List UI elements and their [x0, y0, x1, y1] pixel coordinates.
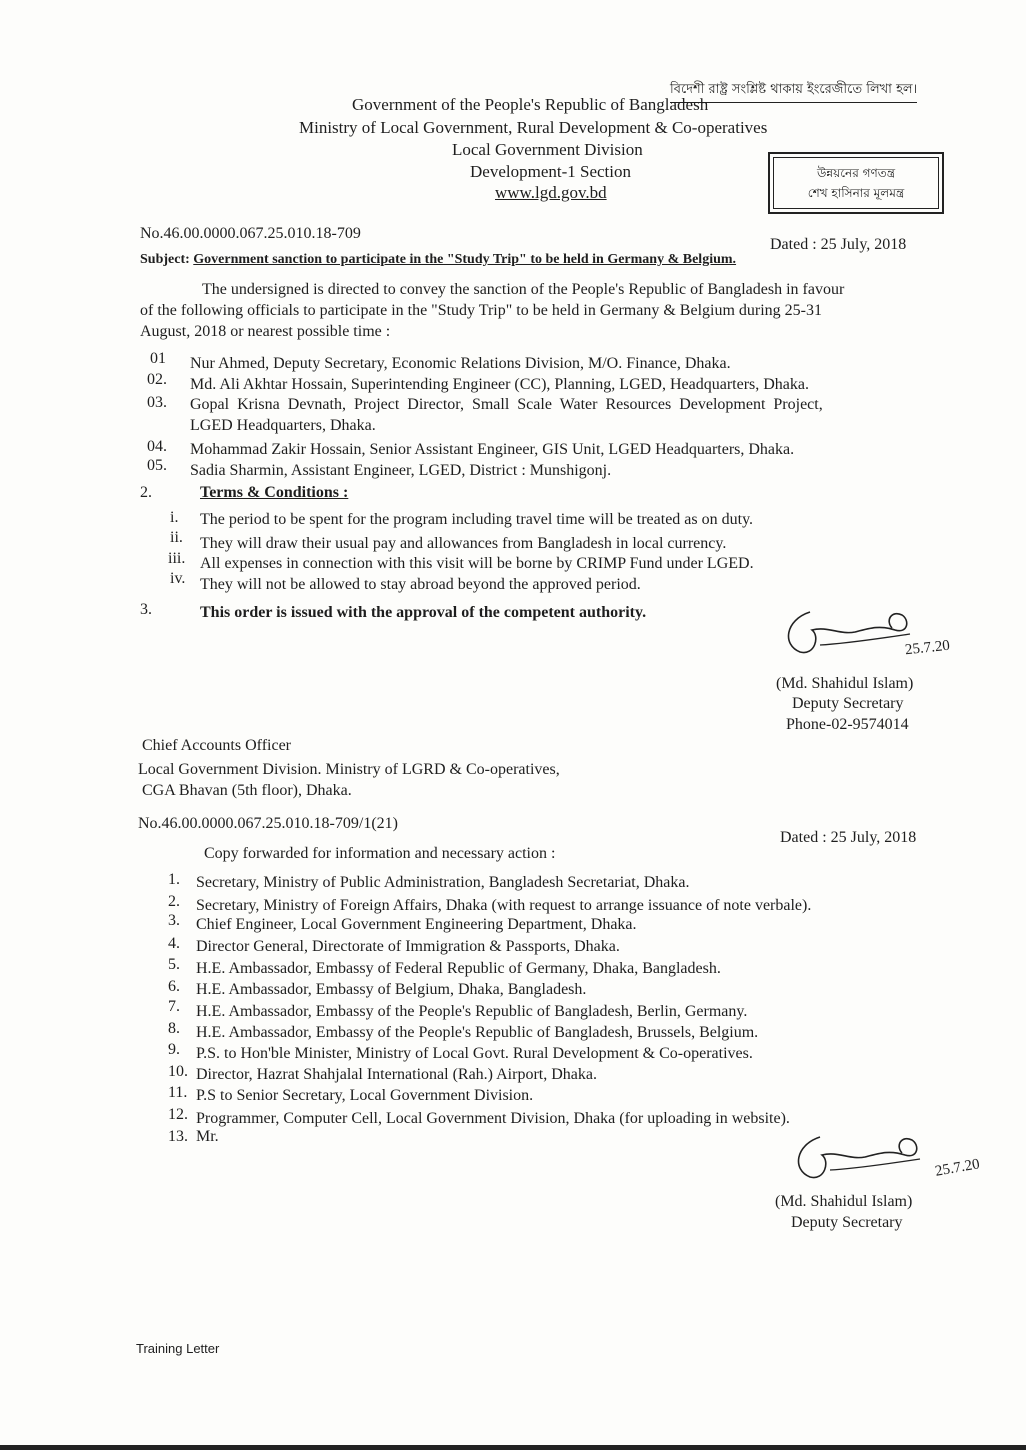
- term-text: They will draw their usual pay and allowances from Bangladesh in local currency.: [200, 535, 727, 552]
- copy-item-num: 3.: [168, 912, 180, 929]
- copy-item-num: 10.: [168, 1063, 188, 1080]
- body-paragraph-line-2: of the following officials to participate in the "Study Trip" to be held in Germany & Belgium during 25-31: [140, 302, 823, 319]
- memo-number: No.46.00.0000.067.25.010.18-709: [140, 225, 361, 242]
- terms-number: 2.: [140, 484, 152, 501]
- copy-item-text: Chief Engineer, Local Government Engineering Department, Dhaka.: [196, 916, 637, 933]
- copy-item-num: 4.: [168, 935, 180, 952]
- approval-number: 3.: [140, 601, 152, 618]
- header-website-link[interactable]: www.lgd.gov.bd: [495, 183, 607, 202]
- terms-heading: Terms & Conditions :: [200, 484, 349, 501]
- term-num: ii.: [170, 529, 183, 546]
- header-government: Government of the People's Republic of Bangladesh: [352, 95, 709, 114]
- official-num: 03.: [147, 394, 167, 411]
- copy-item-text: H.E. Ambassador, Embassy of the People's Republic of Bangladesh, Berlin, Germany.: [196, 1003, 748, 1020]
- body-paragraph-line-1: The undersigned is directed to convey the sanction of the People's Republic of Bangladesh in favour: [202, 281, 845, 298]
- copy-memo-date: Dated : 25 July, 2018: [780, 829, 917, 846]
- signature-1-phone: Phone-02-9574014: [786, 716, 909, 733]
- copy-intro: Copy forwarded for information and necessary action :: [204, 845, 556, 862]
- signature-1-designation: Deputy Secretary: [792, 695, 904, 712]
- copy-item-text: Secretary, Ministry of Foreign Affairs, Dhaka (with request to arrange issuance of note verbale).: [196, 897, 812, 914]
- copy-item-text: Mr.: [196, 1128, 219, 1145]
- term-text: They will not be allowed to stay abroad beyond the approved period.: [200, 576, 641, 593]
- stamp-line-2: শেখ হাসিনার মূলমন্ত্র: [807, 186, 905, 200]
- term-text: All expenses in connection with this visit will be borne by CRIMP Fund under LGED.: [200, 555, 754, 572]
- header-section: Development-1 Section: [470, 162, 631, 181]
- copy-item-text: P.S. to Hon'ble Minister, Ministry of Local Govt. Rural Development & Co-operatives.: [196, 1045, 753, 1062]
- signature-1-image: [780, 590, 980, 670]
- signature-2-name: (Md. Shahidul Islam): [775, 1193, 913, 1210]
- copy-item-num: 12.: [168, 1106, 188, 1123]
- copy-item-text: H.E. Ambassador, Embassy of Belgium, Dhaka, Bangladesh.: [196, 981, 587, 998]
- term-num: iii.: [168, 550, 186, 567]
- copy-item-num: 8.: [168, 1020, 180, 1037]
- copy-item-text: P.S to Senior Secretary, Local Government Division.: [196, 1087, 534, 1104]
- official-text: Nur Ahmed, Deputy Secretary, Economic Relations Division, M/O. Finance, Dhaka.: [190, 355, 731, 372]
- copy-item-num: 1.: [168, 871, 180, 888]
- official-text: Md. Ali Akhtar Hossain, Superintending Engineer (CC), Planning, LGED, Headquarters, Dhaka.: [190, 376, 809, 393]
- copy-item-num: 2.: [168, 893, 180, 910]
- copy-item-num: 11.: [168, 1084, 188, 1101]
- copy-item-num: 13.: [168, 1128, 188, 1145]
- official-text: Mohammad Zakir Hossain, Senior Assistant Engineer, GIS Unit, LGED Headquarters, Dhaka.: [190, 441, 795, 458]
- copy-item-num: 6.: [168, 978, 180, 995]
- copy-item-num: 9.: [168, 1041, 180, 1058]
- signature-1-name: (Md. Shahidul Islam): [776, 675, 914, 692]
- official-text: Gopal Krisna Devnath, Project Director, Small Scale Water Resources Development Project,: [190, 396, 823, 413]
- body-paragraph-line-3: August, 2018 or nearest possible time :: [140, 323, 391, 340]
- copy-item-num: 5.: [168, 956, 180, 973]
- bottom-edge: [0, 1445, 1026, 1450]
- copy-item-num: 7.: [168, 998, 180, 1015]
- official-text: Sadia Sharmin, Assistant Engineer, LGED, District : Munshigonj.: [190, 462, 612, 479]
- official-num: 01: [150, 350, 166, 367]
- subject-line: [140, 252, 736, 268]
- copy-item-text: Director General, Directorate of Immigration & Passports, Dhaka.: [196, 938, 620, 955]
- approval-text: This order is issued with the approval of the competent authority.: [200, 604, 647, 621]
- signature-1-date: 25.7.20: [904, 637, 951, 659]
- recipient-office: Local Government Division. Ministry of LGRD & Co-operatives,: [138, 761, 560, 778]
- signature-2-designation: Deputy Secretary: [791, 1214, 903, 1231]
- signature-2-date: 25.7.20: [933, 1156, 981, 1180]
- official-num: 05.: [147, 457, 167, 474]
- slogan-stamp: [768, 152, 944, 214]
- recipient-title: Chief Accounts Officer: [142, 737, 291, 754]
- recipient-address: CGA Bhavan (5th floor), Dhaka.: [142, 782, 352, 799]
- official-num: 02.: [147, 371, 167, 388]
- top-note: বিদেশী রাষ্ট্র সংশ্লিষ্ট থাকায় ইংরেজীতে লিখা হল।: [670, 80, 917, 103]
- signature-2-image: [790, 1115, 990, 1195]
- copy-item-text: Programmer, Computer Cell, Local Government Division, Dhaka (for uploading in website).: [196, 1110, 790, 1127]
- subject-text: Government sanction to participate in the "Study Trip" to be held in Germany & Belgium.: [193, 252, 737, 267]
- copy-item-text: H.E. Ambassador, Embassy of Federal Republic of Germany, Dhaka, Bangladesh.: [196, 960, 721, 977]
- copy-memo-number: No.46.00.0000.067.25.010.18-709/1(21): [138, 815, 398, 832]
- subject-label: Subject:: [140, 252, 190, 267]
- official-num: 04.: [147, 438, 167, 455]
- footer-label: Training Letter: [136, 1341, 220, 1356]
- copy-item-text: H.E. Ambassador, Embassy of the People's Republic of Bangladesh, Brussels, Belgium.: [196, 1024, 759, 1041]
- header-ministry: Ministry of Local Government, Rural Development & Co-operatives: [299, 118, 768, 137]
- memo-date: Dated : 25 July, 2018: [770, 236, 907, 253]
- term-num: iv.: [170, 570, 186, 587]
- term-text: The period to be spent for the program including travel time will be treated as on duty.: [200, 511, 754, 528]
- header-division: Local Government Division: [452, 140, 643, 159]
- official-text-continuation: LGED Headquarters, Dhaka.: [190, 417, 376, 434]
- copy-item-text: Secretary, Ministry of Public Administration, Bangladesh Secretariat, Dhaka.: [196, 874, 690, 891]
- copy-item-text: Director, Hazrat Shahjalal International (Rah.) Airport, Dhaka.: [196, 1066, 597, 1083]
- stamp-line-1: উন্নয়নের গণতন্ত্র: [816, 166, 896, 180]
- term-num: i.: [170, 509, 179, 526]
